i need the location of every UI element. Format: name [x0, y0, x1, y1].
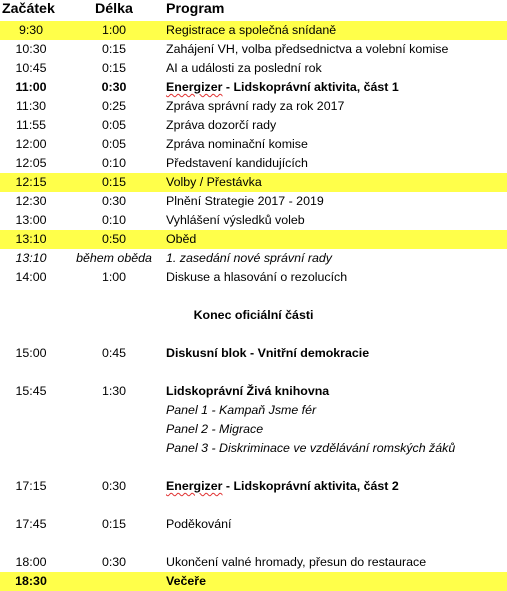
program-item: AI a události za poslední rok	[166, 61, 322, 75]
header-program: Program	[166, 1, 225, 17]
duration: 0:05	[101, 118, 127, 132]
duration: 0:30	[101, 479, 127, 493]
start-time: 18:30	[15, 574, 47, 588]
header-duration: Délka	[95, 1, 133, 17]
start-time: 11:30	[15, 99, 47, 113]
program-item: Zahájení VH, volba předsednictva a volební komise	[166, 42, 449, 56]
duration: 0:30	[101, 80, 127, 94]
table-row	[0, 78, 507, 97]
duration: 0:45	[101, 346, 127, 360]
table-row	[0, 439, 507, 458]
program-item: Zpráva dozorčí rady	[166, 118, 277, 132]
table-row	[0, 21, 507, 40]
start-time: 10:30	[15, 42, 47, 56]
start-time: 17:45	[15, 517, 47, 531]
table-row	[0, 154, 507, 173]
start-time: 12:30	[15, 194, 47, 208]
table-row	[0, 97, 507, 116]
duration: 0:10	[101, 213, 127, 227]
duration: 1:00	[101, 270, 127, 284]
table-row	[0, 211, 507, 230]
table-row	[0, 59, 507, 78]
duration: 1:30	[101, 384, 127, 398]
duration: 0:15	[101, 61, 127, 75]
duration: 0:30	[101, 194, 127, 208]
table-row	[0, 249, 507, 268]
program-item	[166, 477, 506, 496]
table-row	[0, 477, 507, 496]
program-item-rest: - Lidskoprávní aktivita, část 1	[222, 80, 399, 94]
duration: 0:15	[101, 42, 127, 56]
table-row	[0, 192, 507, 211]
program-item: Volby / Přestávka	[166, 175, 262, 189]
program-item-rest: - Lidskoprávní aktivita, část 2	[222, 479, 399, 493]
energizer-label: Energizer	[166, 479, 223, 493]
header-start: Začátek	[2, 1, 55, 17]
duration: během oběda	[76, 251, 152, 265]
program-item: Lidskoprávní Živá knihovna	[166, 384, 330, 398]
table-row	[0, 344, 507, 363]
program-item: Oběd	[166, 232, 197, 246]
start-time: 9:30	[18, 23, 44, 37]
program-item: Poděkování	[166, 517, 232, 531]
start-time: 11:55	[15, 118, 47, 132]
start-time: 13:10	[15, 251, 47, 265]
table-row	[0, 40, 507, 59]
duration: 0:50	[101, 232, 127, 246]
program-item: Večeře	[166, 574, 206, 588]
duration: 0:10	[101, 156, 127, 170]
duration: 0:15	[101, 517, 127, 531]
table-row	[0, 553, 507, 572]
table-row	[0, 572, 507, 591]
start-time: 12:05	[15, 156, 47, 170]
duration: 0:05	[101, 137, 127, 151]
start-time: 13:10	[15, 232, 47, 246]
duration: 0:30	[101, 555, 127, 569]
program-item	[166, 78, 506, 97]
start-time: 14:00	[15, 270, 47, 284]
program-item: Diskuse a hlasování o rezolucích	[166, 270, 348, 284]
start-time: 15:45	[15, 384, 47, 398]
start-time: 15:00	[15, 346, 47, 360]
program-item: Plnění Strategie 2017 - 2019	[166, 194, 324, 208]
table-row	[0, 173, 507, 192]
program-item: Představení kandidujících	[166, 156, 308, 170]
table-row	[0, 230, 507, 249]
section-note: Konec oficiální části	[193, 308, 314, 322]
duration: 1:00	[101, 23, 127, 37]
program-item: Registrace a společná snídaně	[166, 23, 337, 37]
start-time: 10:45	[15, 61, 47, 75]
program-item: Vyhlášení výsledků voleb	[166, 213, 305, 227]
header-row	[0, 0, 507, 19]
table-row	[0, 515, 507, 534]
start-time: 17:15	[15, 479, 47, 493]
table-row	[0, 135, 507, 154]
program-item: Ukončení valné hromady, přesun do restaurace	[166, 555, 427, 569]
table-row	[0, 401, 507, 420]
start-time: 12:15	[15, 175, 47, 189]
table-row	[0, 420, 507, 439]
energizer-label: Energizer	[166, 80, 223, 94]
program-item: Zpráva správní rady za rok 2017	[166, 99, 345, 113]
start-time: 11:00	[15, 80, 47, 94]
table-row	[0, 382, 507, 401]
start-time: 18:00	[15, 555, 47, 569]
duration: 0:15	[101, 175, 127, 189]
table-row	[0, 268, 507, 287]
program-item: Zpráva nominační komise	[166, 137, 308, 151]
program-item: 1. zasedání nové správní rady	[166, 251, 332, 265]
program-item: Diskusní blok - Vnitřní demokracie	[166, 346, 370, 360]
panel-item: Panel 1 - Kampaň Jsme fér	[166, 403, 317, 417]
start-time: 13:00	[15, 213, 47, 227]
start-time: 12:00	[15, 137, 47, 151]
panel-item: Panel 3 - Diskriminace ve vzdělávání romských žáků	[166, 441, 456, 455]
table-row	[0, 116, 507, 135]
panel-item: Panel 2 - Migrace	[166, 422, 264, 436]
duration: 0:25	[101, 99, 127, 113]
section-note-row	[0, 306, 507, 325]
